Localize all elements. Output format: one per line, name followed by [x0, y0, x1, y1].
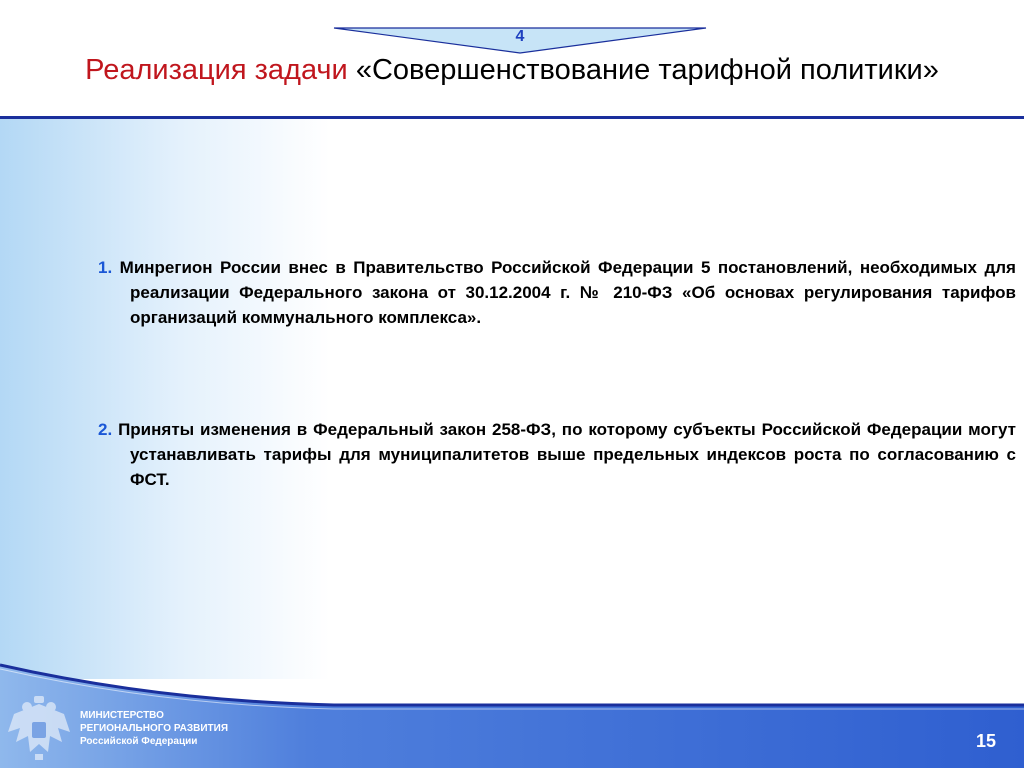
page-number: 15 [975, 731, 996, 751]
slide-title-rest: «Совершенствование тарифной политики» [355, 54, 939, 86]
list-item-number: 1. [98, 258, 113, 277]
double-headed-eagle-icon [6, 692, 72, 762]
list-item-number: 2. [98, 420, 113, 439]
content-area [0, 119, 1024, 679]
ministry-line: Российской Федерации [80, 736, 198, 747]
slide-header [0, 0, 1024, 116]
ministry-line: РЕГИОНАЛЬНОГО РАЗВИТИЯ [80, 723, 229, 734]
slide-title-accent: Реализация задачи [85, 54, 348, 86]
ministry-line: МИНИСТЕРСТВО [80, 710, 164, 721]
list-item [98, 255, 1016, 330]
ministry-caption [80, 709, 228, 748]
list-item-text: Минрегион России внес в Правительство Российской Федерации 5 постановлений, необходимых для реализации Федерального закона от 30.12.2004 г. № 210-ФЗ «Об основах регулирования тарифов организаций коммунального комплекса». [119, 258, 1016, 327]
list-item-text: Приняты изменения в Федеральный закон 258-ФЗ, по которому субъекты Российской Федерации могут устанавливать тарифы для муниципалитетов выше предельных индексов роста по согласованию с ФСТ. [118, 420, 1016, 489]
section-number: 4 [515, 28, 525, 45]
slide-title [0, 52, 1024, 88]
list-item [98, 417, 1016, 492]
